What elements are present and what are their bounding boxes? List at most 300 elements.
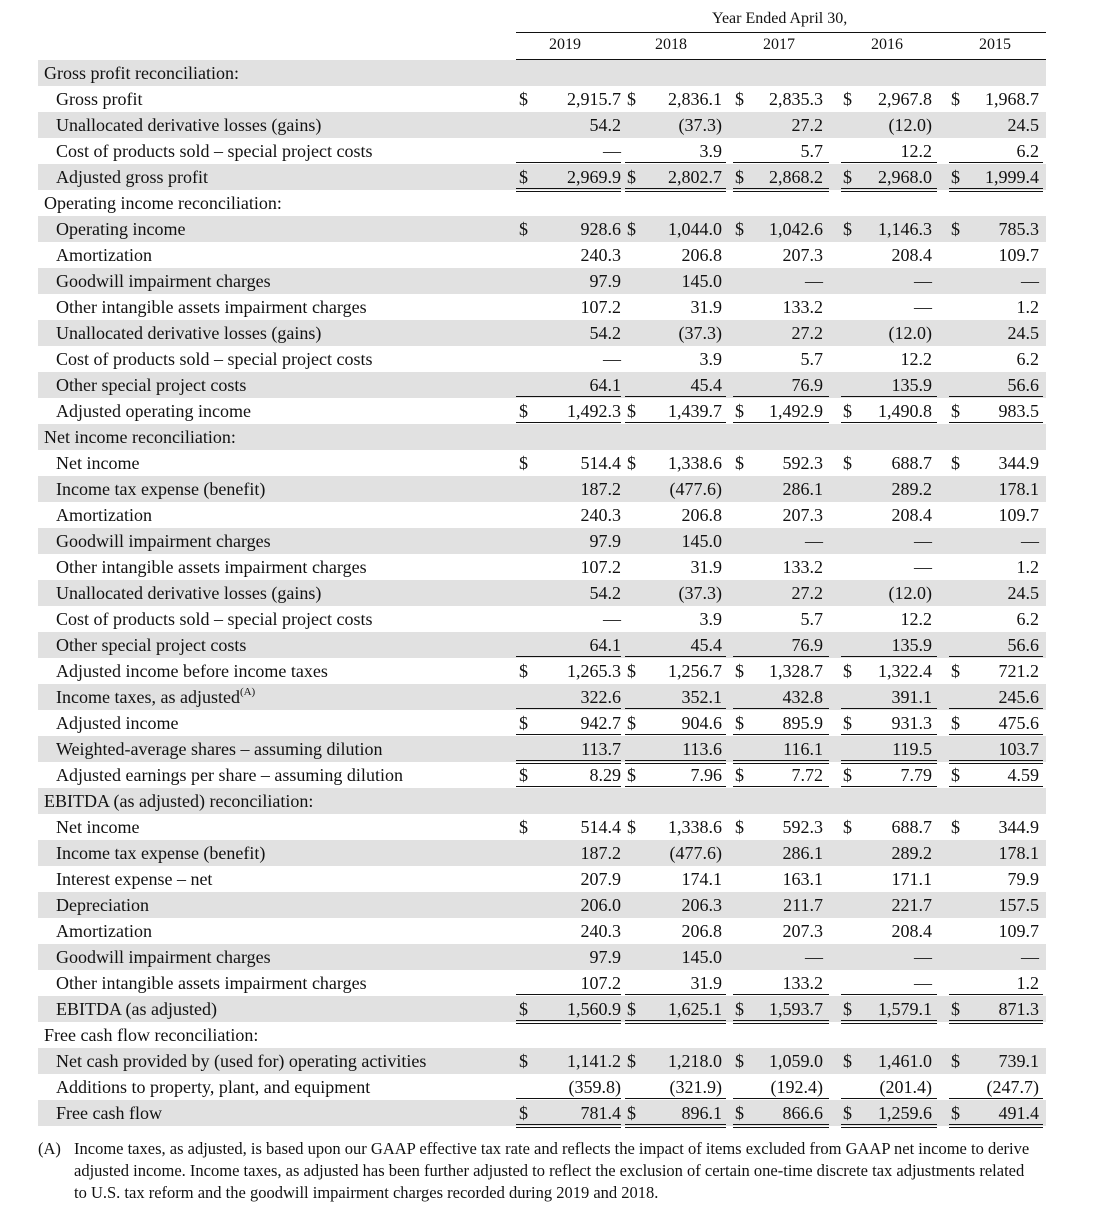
- cell-value: 135.9: [891, 375, 932, 395]
- currency-symbol: $: [843, 401, 852, 421]
- row-label: [56, 476, 265, 502]
- cell-value: 3.9: [699, 609, 722, 629]
- row-label-text: Gross profit: [56, 89, 143, 109]
- cell-value: —: [914, 531, 932, 551]
- footnote-mark: (A): [38, 1139, 61, 1158]
- cell-value: 240.3: [580, 921, 621, 941]
- table-row: [0, 112, 1108, 138]
- cell-value: —: [603, 349, 621, 369]
- currency-symbol: $: [843, 999, 852, 1019]
- cell-value: (477.6): [669, 479, 722, 499]
- underline-rule: [841, 422, 937, 423]
- row-label-text: Other intangible assets impairment charges: [56, 557, 367, 577]
- row-label-text: Weighted-average shares – assuming dilution: [56, 739, 383, 759]
- underline-rule: [516, 1020, 621, 1021]
- row-label: [56, 528, 271, 554]
- table-row: [0, 1100, 1108, 1126]
- cell-value: (37.3): [678, 323, 722, 343]
- cell-value: 113.7: [581, 739, 621, 759]
- row-label-text: Income tax expense (benefit): [56, 843, 266, 863]
- cell-value: 1,044.0: [668, 219, 722, 239]
- underline-rule: [841, 994, 937, 995]
- underline-rule: [625, 786, 726, 787]
- cell-value: 3.9: [699, 141, 722, 161]
- cell-value: 221.7: [891, 895, 932, 915]
- row-label: [56, 1074, 370, 1100]
- section-heading-row: [0, 60, 1108, 86]
- currency-symbol: $: [627, 713, 636, 733]
- table-row: [0, 476, 1108, 502]
- section-heading-row: [0, 190, 1108, 216]
- underline-rule: [733, 760, 829, 761]
- underline-rule: [733, 422, 829, 423]
- underline-rule: [949, 786, 1043, 787]
- double-underline-rule: [949, 1127, 1043, 1128]
- cell-value: 103.7: [998, 739, 1039, 759]
- underline-rule: [625, 396, 726, 397]
- cell-value: 896.1: [681, 1103, 722, 1123]
- cell-value: (37.3): [678, 115, 722, 135]
- year-header-2018: 2018: [655, 36, 687, 53]
- row-label: [56, 762, 403, 788]
- row-label: [56, 840, 265, 866]
- currency-symbol: $: [627, 401, 636, 421]
- cell-value: —: [914, 557, 932, 577]
- row-label-text: Free cash flow: [56, 1103, 162, 1123]
- cell-value: 432.8: [782, 687, 823, 707]
- header-rule: [516, 32, 1046, 33]
- cell-value: 6.2: [1016, 349, 1039, 369]
- table-row: [0, 710, 1108, 736]
- cell-value: 7.72: [791, 765, 823, 785]
- underline-rule: [841, 656, 937, 657]
- underline-rule: [841, 188, 937, 189]
- cell-value: 1.2: [1016, 973, 1039, 993]
- currency-symbol: $: [735, 661, 744, 681]
- cell-value: 6.2: [1016, 609, 1039, 629]
- underline-rule: [625, 994, 726, 995]
- currency-symbol: $: [951, 765, 960, 785]
- underline-rule: [841, 760, 937, 761]
- table-row: [0, 138, 1108, 164]
- row-label: [56, 684, 255, 710]
- cell-value: 983.5: [998, 401, 1039, 421]
- row-label-text: Other special project costs: [56, 375, 247, 395]
- cell-value: 2,836.1: [668, 89, 722, 109]
- currency-symbol: $: [735, 1103, 744, 1123]
- cell-value: 1,492.3: [567, 401, 621, 421]
- double-underline-rule: [733, 1127, 829, 1128]
- underline-rule: [949, 1098, 1043, 1099]
- currency-symbol: $: [951, 661, 960, 681]
- cell-value: 207.3: [782, 505, 823, 525]
- cell-value: 592.3: [782, 453, 823, 473]
- cell-value: 64.1: [589, 635, 621, 655]
- underline-rule: [516, 162, 621, 163]
- currency-symbol: $: [519, 661, 528, 681]
- cell-value: 12.2: [900, 349, 932, 369]
- row-label-text: Unallocated derivative losses (gains): [56, 115, 322, 135]
- underline-rule: [841, 1124, 937, 1125]
- cell-value: 206.3: [681, 895, 722, 915]
- row-label: [56, 736, 382, 762]
- cell-value: (477.6): [669, 843, 722, 863]
- underline-rule: [625, 760, 726, 761]
- underline-rule: [733, 786, 829, 787]
- cell-value: 109.7: [998, 921, 1039, 941]
- cell-value: 1.2: [1016, 557, 1039, 577]
- currency-symbol: $: [735, 167, 744, 187]
- underline-rule: [949, 734, 1043, 735]
- cell-value: 475.6: [998, 713, 1039, 733]
- row-label-text: Depreciation: [56, 895, 149, 915]
- underline-rule: [733, 162, 829, 163]
- row-label-text: Adjusted income: [56, 713, 179, 733]
- cell-value: 133.2: [782, 557, 823, 577]
- cell-value: 54.2: [589, 115, 621, 135]
- cell-value: 1,439.7: [668, 401, 722, 421]
- row-label-text: Cost of products sold – special project costs: [56, 349, 373, 369]
- currency-symbol: $: [627, 661, 636, 681]
- cell-value: 187.2: [580, 843, 621, 863]
- underline-rule: [949, 1124, 1043, 1125]
- cell-value: 289.2: [891, 479, 932, 499]
- row-label: [56, 866, 212, 892]
- cell-value: 514.4: [580, 453, 621, 473]
- row-label: [56, 112, 321, 138]
- table-row: [0, 970, 1108, 996]
- row-label: [56, 918, 152, 944]
- currency-symbol: $: [951, 817, 960, 837]
- underline-rule: [516, 1098, 621, 1099]
- currency-symbol: $: [627, 999, 636, 1019]
- underline-rule: [841, 1020, 937, 1021]
- row-label: [56, 632, 246, 658]
- cell-value: 781.4: [580, 1103, 621, 1123]
- cell-value: 171.1: [891, 869, 932, 889]
- cell-value: 1,059.0: [769, 1051, 823, 1071]
- table-row: [0, 1048, 1108, 1074]
- row-label-text: Unallocated derivative losses (gains): [56, 323, 322, 343]
- cell-value: 942.7: [580, 713, 621, 733]
- row-label: [56, 372, 246, 398]
- cell-value: 5.7: [800, 141, 823, 161]
- cell-value: 1,625.1: [668, 999, 722, 1019]
- row-label-text: Goodwill impairment charges: [56, 947, 271, 967]
- table-row: [0, 606, 1108, 632]
- cell-value: (12.0): [888, 323, 932, 343]
- currency-symbol: $: [735, 401, 744, 421]
- row-label: [56, 242, 152, 268]
- cell-value: 207.3: [782, 245, 823, 265]
- cell-value: 119.5: [892, 739, 932, 759]
- underline-rule: [949, 708, 1043, 709]
- row-label: [56, 398, 251, 424]
- cell-value: 322.6: [580, 687, 621, 707]
- cell-value: 928.6: [580, 219, 621, 239]
- cell-value: —: [1021, 947, 1039, 967]
- cell-value: 97.9: [589, 947, 621, 967]
- cell-value: 1,259.6: [878, 1103, 932, 1123]
- underline-rule: [841, 396, 937, 397]
- table-row: [0, 944, 1108, 970]
- row-label: [56, 944, 271, 970]
- footnote-text: Income taxes, as adjusted, is based upon our GAAP effective tax rate and reflects the impact of items excluded from GAAP net income to derive adjusted income. Income taxes, as adjusted has been further adjusted to reflect the exclusion of certain one-time discrete tax adjustments related to U.S. tax reform and the goodwill impairment charges recorded during 2019 and 2018.: [74, 1139, 1030, 1202]
- underline-rule: [516, 422, 621, 423]
- row-label-text: Goodwill impairment charges: [56, 271, 271, 291]
- cell-value: 1,322.4: [878, 661, 932, 681]
- cell-value: (12.0): [888, 115, 932, 135]
- row-label-text: Net income: [56, 453, 140, 473]
- currency-symbol: $: [519, 713, 528, 733]
- cell-value: 240.3: [580, 505, 621, 525]
- cell-value: 24.5: [1007, 583, 1039, 603]
- row-label-text: EBITDA (as adjusted): [56, 999, 217, 1019]
- underline-rule: [949, 396, 1043, 397]
- row-label: [56, 346, 372, 372]
- cell-value: 31.9: [690, 297, 722, 317]
- cell-value: (192.4): [770, 1077, 823, 1097]
- cell-value: 931.3: [891, 713, 932, 733]
- cell-value: 1,042.6: [769, 219, 823, 239]
- underline-rule: [625, 1124, 726, 1125]
- table-row: [0, 866, 1108, 892]
- cell-value: 240.3: [580, 245, 621, 265]
- currency-symbol: $: [519, 167, 528, 187]
- year-header-2016: 2016: [871, 36, 903, 53]
- cell-value: 2,802.7: [668, 167, 722, 187]
- cell-value: 2,968.0: [878, 167, 932, 187]
- cell-value: —: [603, 141, 621, 161]
- cell-value: 2,915.7: [567, 89, 621, 109]
- cell-value: 97.9: [589, 531, 621, 551]
- currency-symbol: $: [735, 999, 744, 1019]
- cell-value: 491.4: [998, 1103, 1039, 1123]
- row-label: [56, 996, 217, 1022]
- table-row: [0, 580, 1108, 606]
- row-label-text: Net income: [56, 817, 140, 837]
- underline-rule: [516, 396, 621, 397]
- underline-rule: [733, 1020, 829, 1021]
- underline-rule: [733, 1124, 829, 1125]
- row-label-text: Income taxes, as adjusted: [56, 687, 240, 707]
- cell-value: 4.59: [1007, 765, 1039, 785]
- cell-value: 1,999.4: [985, 167, 1039, 187]
- cell-value: 514.4: [580, 817, 621, 837]
- cell-value: 7.96: [690, 765, 722, 785]
- table-row: [0, 320, 1108, 346]
- cell-value: 6.2: [1016, 141, 1039, 161]
- cell-value: 208.4: [891, 505, 932, 525]
- currency-symbol: $: [735, 817, 744, 837]
- double-underline-rule: [516, 1127, 621, 1128]
- row-label-text: Additions to property, plant, and equipment: [56, 1077, 371, 1097]
- cell-value: 1,328.7: [769, 661, 823, 681]
- cell-value: 1,593.7: [769, 999, 823, 1019]
- cell-value: 688.7: [891, 453, 932, 473]
- row-label-text: Free cash flow reconciliation:: [44, 1025, 259, 1045]
- currency-symbol: $: [519, 999, 528, 1019]
- cell-value: 688.7: [891, 817, 932, 837]
- row-label: [56, 164, 208, 190]
- table-row: [0, 892, 1108, 918]
- currency-symbol: $: [735, 765, 744, 785]
- table-row: [0, 1074, 1108, 1100]
- cell-value: (321.9): [669, 1077, 722, 1097]
- cell-value: 2,967.8: [878, 89, 932, 109]
- underline-rule: [516, 656, 621, 657]
- underline-rule: [949, 656, 1043, 657]
- cell-value: 1,579.1: [878, 999, 932, 1019]
- currency-symbol: $: [951, 713, 960, 733]
- cell-value: 1,492.9: [769, 401, 823, 421]
- currency-symbol: $: [843, 765, 852, 785]
- table-row: [0, 528, 1108, 554]
- section-title: [44, 424, 236, 450]
- cell-value: 45.4: [690, 635, 722, 655]
- row-label-text: Net cash provided by (used for) operating activities: [56, 1051, 427, 1071]
- cell-value: 31.9: [690, 973, 722, 993]
- table-row: [0, 294, 1108, 320]
- row-label: [56, 294, 367, 320]
- cell-value: 145.0: [681, 531, 722, 551]
- cell-value: 739.1: [998, 1051, 1039, 1071]
- table-row: [0, 372, 1108, 398]
- cell-value: 3.9: [699, 349, 722, 369]
- row-label-text: Adjusted operating income: [56, 401, 251, 421]
- underline-rule: [841, 708, 937, 709]
- underline-rule: [625, 708, 726, 709]
- table-row: [0, 86, 1108, 112]
- cell-value: 1,141.2: [567, 1051, 621, 1071]
- row-label: [56, 138, 372, 164]
- cell-value: —: [805, 271, 823, 291]
- cell-value: 163.1: [782, 869, 823, 889]
- cell-value: 2,835.3: [769, 89, 823, 109]
- currency-symbol: $: [951, 219, 960, 239]
- row-label-text: Cost of products sold – special project costs: [56, 141, 373, 161]
- year-header-2017: 2017: [763, 36, 795, 53]
- table-row: [0, 996, 1108, 1022]
- cell-value: 206.8: [681, 505, 722, 525]
- cell-value: 113.6: [682, 739, 722, 759]
- underline-rule: [949, 162, 1043, 163]
- currency-symbol: $: [843, 661, 852, 681]
- cell-value: —: [805, 531, 823, 551]
- underline-rule: [516, 994, 621, 995]
- currency-symbol: $: [627, 817, 636, 837]
- row-label-text: Gross profit reconciliation:: [44, 63, 239, 83]
- cell-value: —: [603, 609, 621, 629]
- underline-rule: [625, 656, 726, 657]
- cell-value: 208.4: [891, 245, 932, 265]
- table-row: [0, 164, 1108, 190]
- double-underline-rule: [841, 1127, 937, 1128]
- cell-value: 12.2: [900, 609, 932, 629]
- row-label: [56, 710, 178, 736]
- row-label: [56, 658, 328, 684]
- cell-value: 133.2: [782, 973, 823, 993]
- cell-value: 54.2: [589, 323, 621, 343]
- row-label: [56, 892, 149, 918]
- cell-value: 27.2: [791, 115, 823, 135]
- table-row: [0, 632, 1108, 658]
- cell-value: 1,490.8: [878, 401, 932, 421]
- row-label: [56, 814, 139, 840]
- cell-value: 5.7: [800, 609, 823, 629]
- row-label-text: Goodwill impairment charges: [56, 531, 271, 551]
- cell-value: 289.2: [891, 843, 932, 863]
- row-label-text: Income tax expense (benefit): [56, 479, 266, 499]
- row-label-text: Adjusted gross profit: [56, 167, 208, 187]
- cell-value: 1,560.9: [567, 999, 621, 1019]
- currency-symbol: $: [735, 219, 744, 239]
- table-row: [0, 658, 1108, 684]
- cell-value: 145.0: [681, 947, 722, 967]
- underline-rule: [625, 1020, 726, 1021]
- currency-symbol: $: [951, 401, 960, 421]
- row-label: [56, 554, 367, 580]
- table-row: [0, 762, 1108, 788]
- period-label: Year Ended April 30,: [712, 10, 848, 27]
- currency-symbol: $: [951, 1103, 960, 1123]
- cell-value: 5.7: [800, 349, 823, 369]
- underline-rule: [625, 734, 726, 735]
- cell-value: 133.2: [782, 297, 823, 317]
- underline-rule: [625, 188, 726, 189]
- underline-rule: [516, 760, 621, 761]
- underline-rule: [949, 760, 1043, 761]
- table-row: [0, 736, 1108, 762]
- cell-value: (12.0): [888, 583, 932, 603]
- table-row: [0, 242, 1108, 268]
- row-label: [56, 970, 367, 996]
- cell-value: 206.8: [681, 245, 722, 265]
- row-label: [56, 450, 139, 476]
- cell-value: 107.2: [580, 557, 621, 577]
- cell-value: 174.1: [681, 869, 722, 889]
- currency-symbol: $: [735, 1051, 744, 1071]
- currency-symbol: $: [951, 453, 960, 473]
- cell-value: (359.8): [568, 1077, 621, 1097]
- row-label-text: Other intangible assets impairment charges: [56, 297, 367, 317]
- cell-value: 1,461.0: [878, 1051, 932, 1071]
- currency-symbol: $: [951, 999, 960, 1019]
- cell-value: 97.9: [589, 271, 621, 291]
- row-label-text: Net income reconciliation:: [44, 427, 236, 447]
- table-row: [0, 450, 1108, 476]
- underline-rule: [949, 1020, 1043, 1021]
- cell-value: 107.2: [580, 973, 621, 993]
- cell-value: 207.3: [782, 921, 823, 941]
- cell-value: —: [914, 297, 932, 317]
- row-label-text: Other intangible assets impairment charges: [56, 973, 367, 993]
- cell-value: 27.2: [791, 323, 823, 343]
- currency-symbol: $: [843, 1103, 852, 1123]
- section-title: [44, 60, 239, 86]
- cell-value: 1,265.3: [567, 661, 621, 681]
- cell-value: 54.2: [589, 583, 621, 603]
- year-header-2015: 2015: [979, 36, 1011, 53]
- year-header-2019: 2019: [549, 36, 581, 53]
- cell-value: 76.9: [791, 375, 823, 395]
- underline-rule: [625, 1098, 726, 1099]
- cell-value: 871.3: [998, 999, 1039, 1019]
- row-label-text: Amortization: [56, 245, 152, 265]
- currency-symbol: $: [951, 167, 960, 187]
- currency-symbol: $: [627, 219, 636, 239]
- cell-value: 592.3: [782, 817, 823, 837]
